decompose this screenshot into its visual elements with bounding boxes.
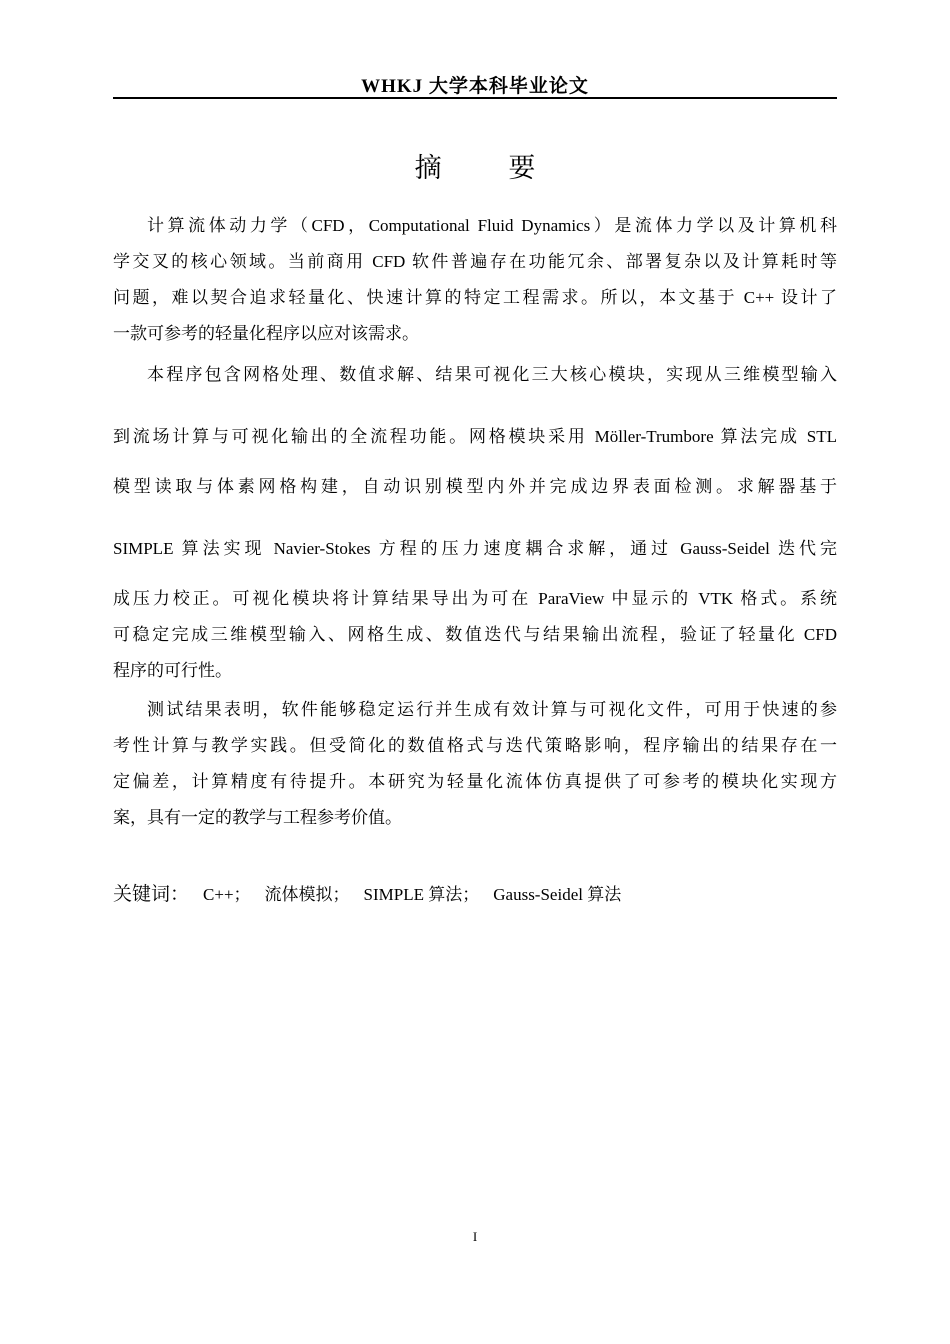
paragraph-line: 模型读取与体素网格构建，自动识别模型内外并完成边界表面检测。求解器基于 bbox=[113, 477, 837, 496]
paragraph-line: SIMPLE 算法实现 Navier-Stokes 方程的压力速度耦合求解，通过 Gauss-Seidel 迭代完 bbox=[113, 539, 837, 558]
paragraph-line: 成压力校正。可视化模块将计算结果导出为可在 ParaView 中显示的 VTK 格式。系统 bbox=[113, 589, 837, 608]
paragraph-line: 案，具有一定的教学与工程参考价值。 bbox=[113, 808, 402, 827]
abstract-title: 摘 要 bbox=[414, 153, 566, 183]
page-number: I bbox=[472, 1229, 478, 1244]
keywords-label: 关键词： bbox=[113, 883, 190, 905]
paragraph-line: 一款可参考的轻量化程序以应对该需求。 bbox=[113, 324, 419, 343]
keyword-item: 流体模拟； bbox=[264, 885, 350, 904]
paragraph-line: 定偏差，计算精度有待提升。本研究为轻量化流体仿真提供了可参考的模块化实现方 bbox=[113, 772, 837, 791]
abstract-paragraph-1 bbox=[113, 208, 837, 352]
paragraph-line: 计算流体动力学（CFD，Computational Fluid Dynamics）是流体力学以及计算机科 bbox=[147, 216, 837, 235]
paragraph-line: 问题，难以契合追求轻量化、快速计算的特定工程需求。所以，本文基于 C++ 设计了 bbox=[113, 288, 837, 307]
paragraph-line: 考性计算与教学实践。但受简化的数值格式与迭代策略影响，程序输出的结果存在一 bbox=[113, 736, 837, 755]
paragraph-line: 本程序包含网格处理、数值求解、结果可视化三大核心模块，实现从三维模型输入 bbox=[147, 365, 837, 384]
keyword-item: Gauss-Seidel 算法 bbox=[493, 885, 622, 904]
keywords bbox=[113, 879, 621, 910]
paragraph-line: 测试结果表明，软件能够稳定运行并生成有效计算与可视化文件，可用于快速的参 bbox=[147, 700, 837, 719]
abstract-paragraph-2 bbox=[113, 357, 837, 689]
abstract-paragraph-3 bbox=[113, 692, 837, 836]
keyword-item: C++； bbox=[203, 885, 251, 904]
running-header: WHKJ 大学本科毕业论文 bbox=[361, 76, 589, 97]
paragraph-line: 到流场计算与可视化输出的全流程功能。网格模块采用 Möller-Trumbore 算法完成 STL bbox=[113, 427, 837, 446]
header-rule bbox=[113, 97, 837, 99]
paragraph-line: 学交叉的核心领域。当前商用 CFD 软件普遍存在功能冗余、部署复杂以及计算耗时等 bbox=[113, 252, 837, 271]
keyword-item: SIMPLE 算法； bbox=[363, 885, 480, 904]
paragraph-line: 可稳定完成三维模型输入、网格生成、数值迭代与结果输出流程，验证了轻量化 CFD bbox=[113, 625, 837, 644]
paragraph-line: 程序的可行性。 bbox=[113, 661, 232, 680]
